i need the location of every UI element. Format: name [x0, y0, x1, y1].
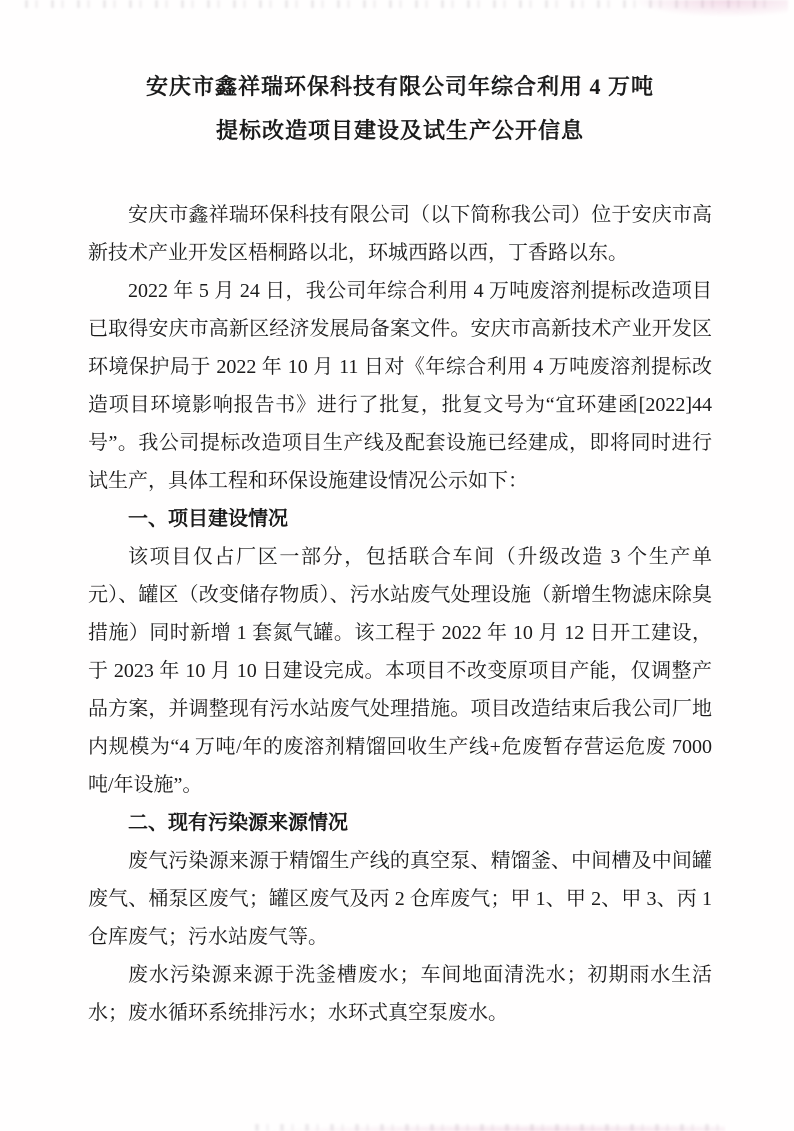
- document-title: [88, 65, 712, 153]
- section-heading-pollution-sources: 二、现有污染源来源情况: [128, 812, 348, 834]
- paragraph-waste-water-sources: 废水污染源来源于洗釜槽废水；车间地面清洗水；初期雨水生活水；废水循环系统排污水；水环式真空泵废水。: [88, 964, 712, 1024]
- document-title-line-1: 安庆市鑫祥瑞环保科技有限公司年综合利用 4 万吨: [145, 74, 654, 99]
- document-content: [88, 196, 712, 1032]
- paragraph-waste-gas-sources: 废气污染源来源于精馏生产线的真空泵、精馏釜、中间槽及中间罐废气、桶泵区废气；罐区废气及丙 2 仓库废气；甲 1、甲 2、甲 3、丙 1 仓库废气；污水站废气等。: [88, 850, 712, 948]
- document-body: [88, 0, 712, 1032]
- paragraph-company-location: 安庆市鑫祥瑞环保科技有限公司（以下简称我公司）位于安庆市高新技术产业开发区梧桐路以北，环城西路以西，丁香路以东。: [88, 204, 712, 264]
- scan-artifact-bottom-edge: [255, 1124, 725, 1131]
- section-heading-project-construction: 一、项目建设情况: [128, 508, 288, 530]
- paragraph-project-scope-and-schedule: 该项目仅占厂区一部分，包括联合车间（升级改造 3 个生产单元）、罐区（改变储存物质）、污水站废气处理设施（新增生物滤床除臭措施）同时新增 1 套氮气罐。该工程于 2022 年 10 月 12 日开工建设，于 2023 年 10 月 10 日建设完成。本项目不改变原项目产能，仅调整产品方案，并调整现有污水站废气处理措施。项目改造结束后我公司厂地内规模为“4 万吨/年的废溶剂精馏回收生产线+危废暂存营运危废 7000 吨/年设施”。: [88, 546, 712, 796]
- document-title-line-2: 提标改造项目建设及试生产公开信息: [215, 118, 584, 143]
- paragraph-approval-history: 2022 年 5 月 24 日，我公司年综合利用 4 万吨废溶剂提标改造项目已取得安庆市高新区经济发展局备案文件。安庆市高新技术产业开发区环境保护局于 2022 年 10 月 11 日对《年综合利用 4 万吨废溶剂提标改造项目环境影响报告书》进行了批复，批复文号为“宜环建函[2022]44 号”。我公司提标改造项目生产线及配套设施已经建成，即将同时进行试生产，具体工程和环保设施建设情况公示如下：: [88, 280, 712, 492]
